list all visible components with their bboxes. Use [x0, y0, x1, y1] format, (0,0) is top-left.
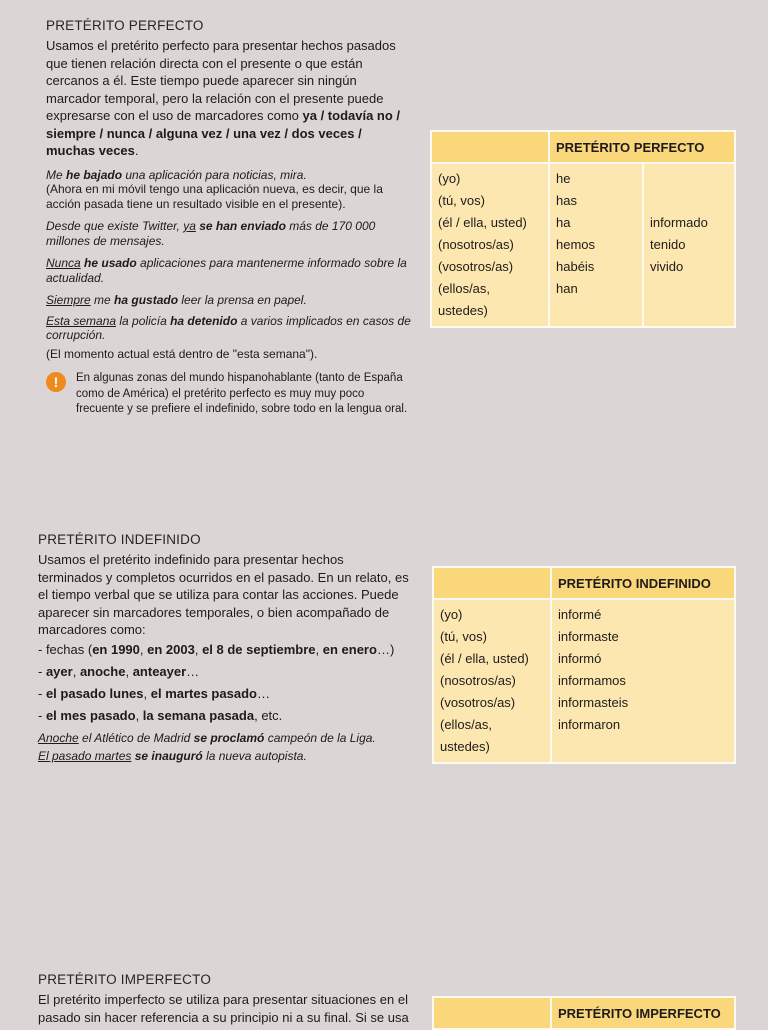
- verb-form: informé: [558, 607, 602, 622]
- aux-form: hemos: [556, 237, 596, 252]
- indefinido-marker-list-3: - el pasado lunes, el martes pasado…: [38, 685, 270, 701]
- aux-form: has: [556, 193, 577, 208]
- table-corner: [431, 131, 549, 163]
- verb-form: informó: [558, 651, 602, 666]
- perfecto-table-header: PRETÉRITO PERFECTO: [549, 131, 735, 163]
- exclamation-icon: !: [46, 372, 66, 392]
- table-corner: [433, 567, 551, 599]
- perfecto-example-5-explanation: (El momento actual está dentro de "esta semana").: [46, 346, 318, 361]
- perfecto-note-text: En algunas zonas del mundo hispanohablante (tanto de España como de América) el pretérito perfecto es muy muy poco frecuente y se prefiere el indefinido, sobre todo en la lengua oral.: [76, 372, 408, 415]
- indefinido-conjugation-table: [432, 566, 736, 764]
- person-row: (vosotros/as): [440, 695, 516, 710]
- imperfecto-conjugation-table: [432, 996, 736, 1030]
- person-row: (tú, vos): [438, 193, 485, 208]
- participle: vivido: [650, 259, 684, 274]
- section-heading-perfecto: PRETÉRITO PERFECTO: [46, 18, 204, 33]
- person-row: (vosotros/as): [438, 259, 514, 274]
- person-row: (ellos/as, ustedes): [438, 281, 491, 318]
- person-row: (yo): [440, 607, 463, 622]
- person-row: (él / ella, usted): [438, 215, 527, 230]
- perfecto-section: [46, 18, 414, 418]
- perfecto-example-5: Esta semana la policía ha detenido a varios implicados en casos de corrupción.: [46, 313, 411, 342]
- perfecto-auxiliaries: [549, 163, 643, 327]
- person-row: (él / ella, usted): [440, 651, 529, 666]
- indefinido-forms: [551, 599, 735, 763]
- indefinido-marker-list-1: - fechas (en 1990, en 2003, el 8 de septiembre, en enero…): [38, 641, 395, 657]
- indefinido-marker-list-4: - el mes pasado, la semana pasada, etc.: [38, 707, 283, 723]
- verb-form: informaste: [558, 629, 619, 644]
- indefinido-marker-list-2: - ayer, anoche, anteayer…: [38, 663, 200, 679]
- aux-form: han: [556, 281, 578, 296]
- indefinido-persons: [433, 599, 551, 763]
- verb-form: informaron: [558, 717, 621, 732]
- perfecto-example-4: Siempre me ha gustado leer la prensa en papel.: [46, 293, 307, 307]
- perfecto-example-1: Me he bajado una aplicación para noticias, mira.: [46, 167, 307, 182]
- imperfecto-table-header: PRETÉRITO IMPERFECTO: [551, 997, 735, 1029]
- perfecto-example-1-explanation: (Ahora en mi móvil tengo una aplicación nueva, es decir, que la acción pasada tiene un resultado visible en el presente).: [46, 182, 383, 211]
- aux-form: he: [556, 171, 571, 186]
- perfecto-markers: ya / todavía no / siempre / nunca / alguna vez / una vez / dos veces / muchas veces: [46, 108, 401, 158]
- verb-form: informamos: [558, 673, 626, 688]
- section-heading-indefinido: PRETÉRITO INDEFINIDO: [38, 532, 201, 547]
- aux-form: ha: [556, 215, 571, 230]
- imperfecto-intro: El pretérito imperfecto se utiliza para presentar situaciones en el pasado sin hacer referencia a su principio ni a su final. Si se usa: [38, 992, 409, 1025]
- perfecto-example-3: Nunca he usado aplicaciones para mantenerme informado sobre la actualidad.: [46, 256, 407, 285]
- perfecto-persons: [431, 163, 549, 327]
- person-row: (nosotros/as): [440, 673, 516, 688]
- perfecto-conjugation-table: [430, 130, 736, 328]
- participle: tenido: [650, 237, 686, 252]
- participle: informado: [650, 215, 708, 230]
- person-row: (yo): [438, 171, 461, 186]
- verb-form: informasteis: [558, 695, 629, 710]
- indefinido-table-header: PRETÉRITO INDEFINIDO: [551, 567, 735, 599]
- person-row: (ellos/as, ustedes): [440, 717, 493, 754]
- perfecto-example-2: Desde que existe Twitter, ya se han enviado más de 170 000 millones de mensajes.: [46, 219, 376, 248]
- person-row: (tú, vos): [440, 629, 487, 644]
- indefinido-example-2: El pasado martes se inauguró la nueva autopista.: [38, 749, 307, 763]
- table-corner: [433, 997, 551, 1029]
- indefinido-example-1: Anoche el Atlético de Madrid se proclamó campeón de la Liga.: [38, 730, 376, 745]
- section-heading-imperfecto: PRETÉRITO IMPERFECTO: [38, 972, 212, 987]
- person-row: (nosotros/as): [438, 237, 514, 252]
- perfecto-intro: Usamos el pretérito perfecto para presentar hechos pasados que tienen relación directa con el presente o que están cercanos a él. Este tiempo puede aparecer sin ningún marcador temporal, pero la relación con el presente puede expresarse con el uso de marcadores como ya / todavía no / siempre / nunca / alguna vez / una vez / dos veces / muchas veces.: [46, 38, 401, 158]
- imperfecto-section: [38, 972, 410, 1026]
- perfecto-participles: [643, 163, 735, 327]
- indefinido-intro: Usamos el pretérito indefinido para presentar hechos terminados y completos ocurridos en el pasado. En un relato, es el tiempo verbal que se utiliza para contar las acciones. Puede aparecer sin marcadores temporales, o bien acompañado de marcadores como:: [38, 552, 409, 637]
- indefinido-section: [38, 532, 410, 764]
- perfecto-note: [46, 371, 414, 418]
- aux-form: habéis: [556, 259, 595, 274]
